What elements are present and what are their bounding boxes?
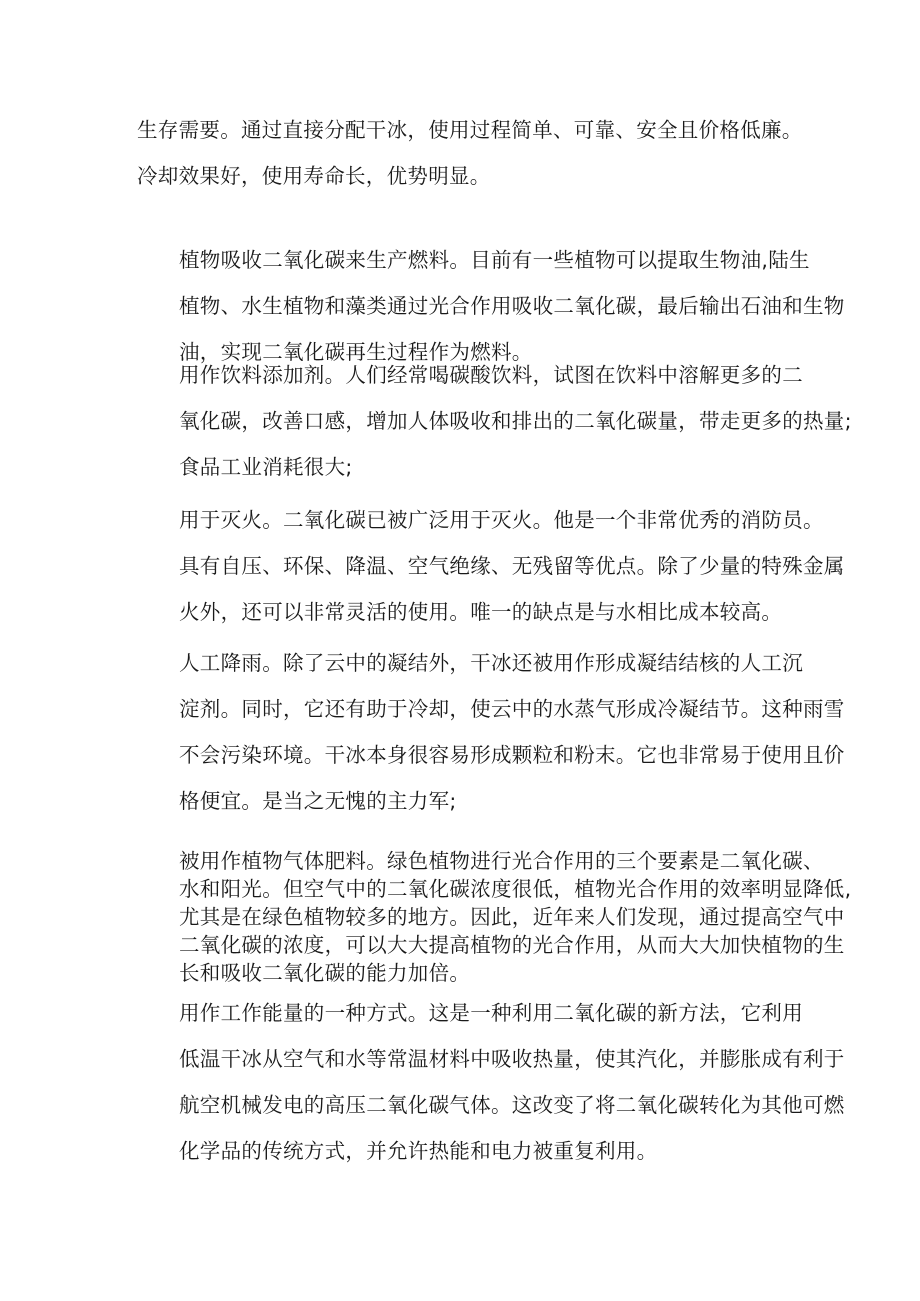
- paragraph-beverage: [137, 352, 852, 490]
- text-line: 用作工作能量的一种方式。这是一种利用二氧化碳的新方法，它利用: [179, 1001, 803, 1025]
- text-line: 化学品的传统方式，并允许热能和电力被重复利用。: [179, 1139, 658, 1163]
- text-line: 低温干冰从空气和水等常温材料中吸收热量，使其汽化，并膨胀成有利于: [179, 1047, 845, 1071]
- text-line: 淀剂。同时，它还有助于冷却，使云中的水蒸气形成冷凝结节。这种雨雪: [179, 697, 845, 721]
- text-line: 人工降雨。除了云中的凝结外，干冰还被用作形成凝结结核的人工沉: [179, 651, 803, 675]
- paragraph-working-energy: [137, 990, 845, 1174]
- text-line: 用于灭火。二氧化碳已被广泛用于灭火。他是一个非常优秀的消防员。: [179, 508, 824, 532]
- paragraph-gas-fertilizer: [137, 847, 852, 987]
- text-line: 格便宜。是当之无愧的主力军;: [179, 789, 457, 813]
- text-line: 食品工业消耗很大;: [179, 455, 353, 479]
- text-line: 冷却效果好，使用寿命长，优势明显。: [137, 164, 491, 188]
- paragraph-artificial-rain: [137, 640, 845, 824]
- text-line: 尤其是在绿色植物较多的地方。因此，近年来人们发现，通过提高空气中: [179, 905, 845, 929]
- text-line: 火外，还可以非常灵活的使用。唯一的缺点是与水相比成本较高。: [179, 600, 783, 624]
- text-line: 油，实现二氧化碳再生过程作为燃料。: [179, 340, 533, 364]
- text-line: 被用作植物气体肥料。绿色植物进行光合作用的三个要素是二氧化碳、: [179, 849, 824, 873]
- text-line: 水和阳光。但空气中的二氧化碳浓度很低，植物光合作用的效率明显降低,: [179, 877, 852, 901]
- text-line: 植物吸收二氧化碳来生产燃料。目前有一些植物可以提取生物油,陆生: [179, 248, 810, 272]
- text-line: 具有自压、环保、降温、空气绝缘、无残留等优点。除了少量的特殊金属: [179, 554, 845, 578]
- text-line: 生存需要。通过直接分配干冰，使用过程简单、可靠、安全且价格低廉。: [137, 118, 803, 142]
- text-line: 不会污染环境。干冰本身很容易形成颗粒和粉末。它也非常易于使用且价: [179, 743, 845, 767]
- text-line: 二氧化碳的浓度，可以大大提高植物的光合作用，从而大大加快植物的生: [179, 933, 845, 957]
- paragraph-fire-extinguishing: [137, 497, 845, 635]
- text-line: 植物、水生植物和藻类通过光合作用吸收二氧化碳，最后输出石油和生物: [179, 294, 845, 318]
- text-line: 用作饮料添加剂。人们经常喝碳酸饮料，试图在饮料中溶解更多的二: [179, 363, 803, 387]
- text-line: 氧化碳，改善口感，增加人体吸收和排出的二氧化碳量，带走更多的热量;: [179, 409, 852, 433]
- text-line: 航空机械发电的高压二氧化碳气体。这改变了将二氧化碳转化为其他可燃: [179, 1093, 845, 1117]
- paragraph-continuation: [137, 107, 803, 199]
- text-line: 长和吸收二氧化碳的能力加倍。: [179, 961, 471, 985]
